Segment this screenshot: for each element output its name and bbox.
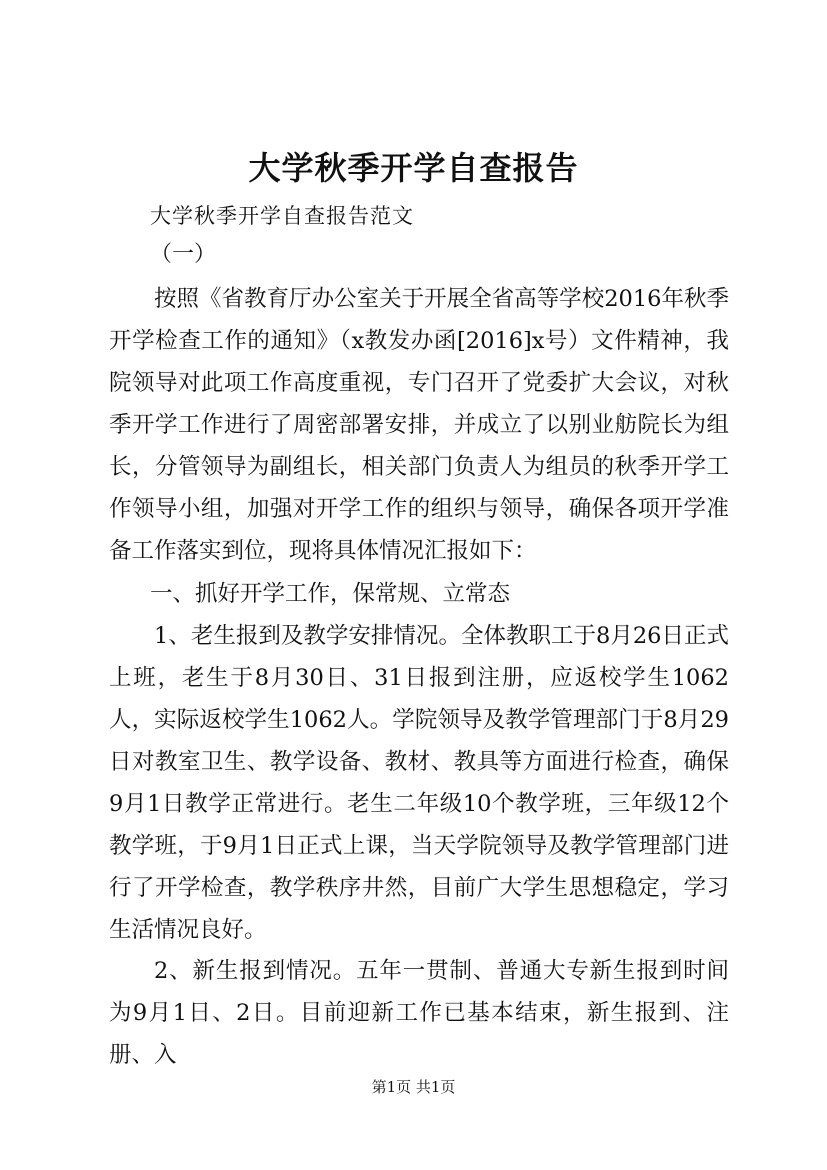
paragraph-returning-students: 1、老生报到及教学安排情况。全体教职工于8月26日正式上班，老生于8月30日、31日报到注册，应返校学生1062人，实际返校学生1062人。学院领导及教学管理部门于8月29日对教室卫生、教学设备、教材、教具等方面进行检查，确保9月1日教学正常进行。老生二年级10个教学班，三年级12个教学班，于9月1日正式上课，当天学院领导及教学管理部门进行了开学检查，教学秩序井然，目前广大学生思想稳定，学习生活情况良好。 bbox=[109, 623, 729, 943]
document-title: 大学秋季开学自查报告 bbox=[248, 149, 579, 187]
section-heading: 一、抓好开学工作，保常规、立常态 bbox=[150, 581, 511, 607]
paragraph-new-students: 2、新生报到情况。五年一贯制、普通大专新生报到时间为9月1日、2日。目前迎新工作已基本结束，新生报到、注册、入 bbox=[109, 958, 729, 1068]
paragraph-intro: 按照《省教育厅办公室关于开展全省高等学校2016年秋季开学检查工作的通知》（x教发办函[2016]x号）文件精神，我院领导对此项工作高度重视，专门召开了党委扩大会议，对秋季开学工作进行了周密部署安排，并成立了以别业舫院长为组长，分管领导为副组长，相关部门负责人为组员的秋季开学工作领导小组，加强对开学工作的组织与领导，确保各项开学准备工作落实到位，现将具体情况汇报如下： bbox=[109, 286, 729, 564]
page-footer: 第1页 共1页 bbox=[371, 1078, 456, 1096]
document-subtitle: 大学秋季开学自查报告范文 bbox=[150, 204, 414, 228]
section-marker: （一） bbox=[150, 242, 217, 267]
